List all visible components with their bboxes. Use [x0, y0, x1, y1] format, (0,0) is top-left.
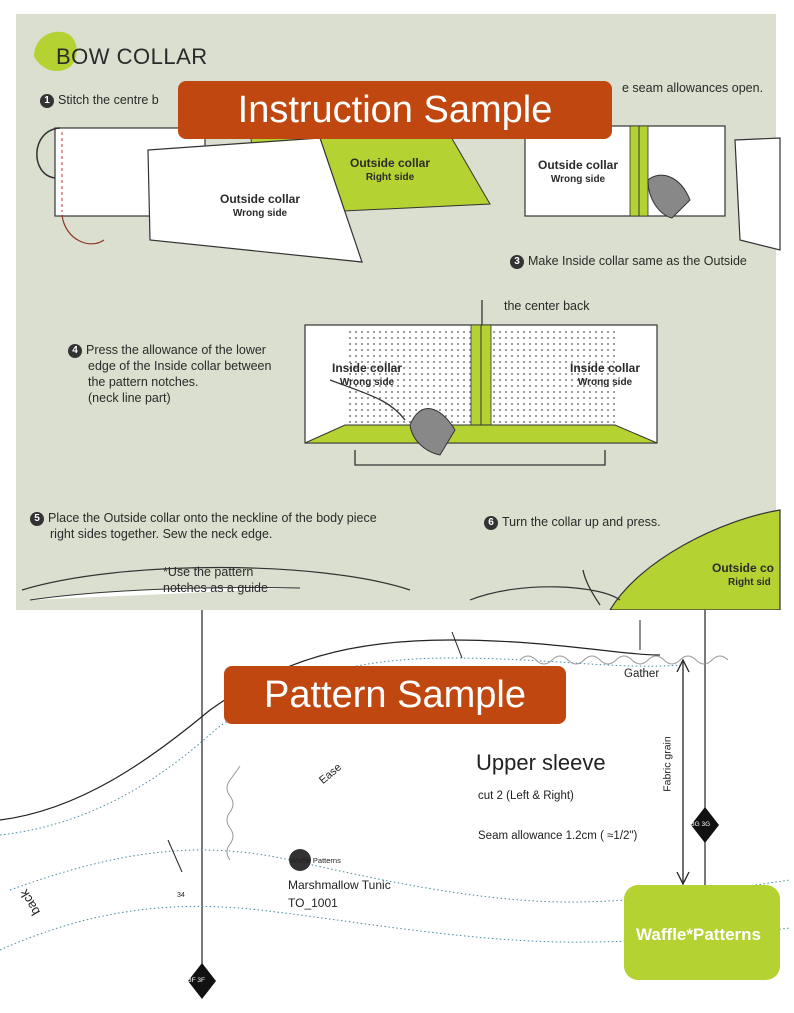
- pattern-sample-banner: Pattern Sample: [224, 666, 566, 724]
- gather-label: Gather: [624, 668, 660, 680]
- seam-allowance: Seam allowance 1.2cm ( ≈1/2"): [478, 830, 638, 842]
- step-6: [484, 514, 661, 530]
- step-1: [40, 92, 159, 108]
- small-logo-text: Waffle Patterns: [290, 856, 341, 865]
- label-inside-collar-left: Inside collar Wrong side: [331, 361, 403, 388]
- label-inside-collar-right: Inside collar Wrong side: [569, 361, 641, 388]
- step-5: [30, 510, 377, 542]
- label-outside-collar-cut: Outside co Right sid: [712, 561, 775, 588]
- step-text-3: the pattern notches.: [88, 375, 199, 389]
- step-text: Stitch the centre b: [58, 93, 159, 107]
- step-text: Make Inside collar same as the Outside: [528, 254, 747, 268]
- brand-logo-text: Waffle*Patterns: [636, 925, 762, 944]
- step-number: 1: [40, 94, 54, 108]
- product-code: TO_1001: [288, 896, 338, 910]
- label-outside-collar-wrong: Outside collar Wrong side: [219, 192, 301, 219]
- notch-34-label: 34: [177, 892, 185, 899]
- collar-right-piece: [735, 138, 780, 250]
- instruction-sample-banner: Instruction Sample: [178, 81, 612, 139]
- span-bracket: [355, 450, 605, 465]
- back-label: back: [16, 886, 44, 919]
- ease-wave: [227, 766, 240, 860]
- label-outside-collar-right: Outside collar Right side: [349, 156, 431, 183]
- marker-3f-label: 3F 3F: [188, 977, 205, 984]
- step-number: 5: [30, 512, 44, 526]
- step-2: e seam allowances open.: [622, 81, 764, 95]
- piece-name: Upper sleeve: [476, 750, 606, 775]
- marker-3g-label: 3G 3G: [691, 821, 711, 828]
- step-number: 3: [510, 255, 524, 269]
- step-4: [68, 342, 271, 406]
- label-pattern-note: *Use the pattern notches as a guide: [163, 565, 268, 595]
- step-text-1: Press the allowance of the lower: [86, 343, 266, 357]
- step-number: 6: [484, 516, 498, 530]
- step-text-1: Place the Outside collar onto the neckline of the body piece: [48, 511, 377, 525]
- step-text-4: (neck line part): [88, 391, 171, 405]
- ease-label: Ease: [317, 761, 345, 787]
- instruction-title: BOW COLLAR: [56, 44, 208, 69]
- folded-allowance: [305, 425, 657, 443]
- step-3: [510, 253, 747, 269]
- step-text-2: right sides together. Sew the neck edge.: [50, 527, 273, 541]
- gather-wave: [520, 656, 728, 664]
- cut-instruction: cut 2 (Left & Right): [478, 790, 574, 802]
- pattern-sample-panel: [0, 610, 794, 1013]
- step-number: 4: [68, 344, 82, 358]
- label-center-back: the center back: [504, 299, 590, 313]
- step-text: Turn the collar up and press.: [502, 515, 661, 529]
- step-text-2: edge of the Inside collar between: [88, 359, 272, 373]
- label-outside-collar-step2: Outside collar Wrong side: [537, 158, 619, 185]
- product-name: Marshmallow Tunic: [288, 878, 391, 892]
- fabric-grain-label: Fabric grain: [661, 736, 674, 792]
